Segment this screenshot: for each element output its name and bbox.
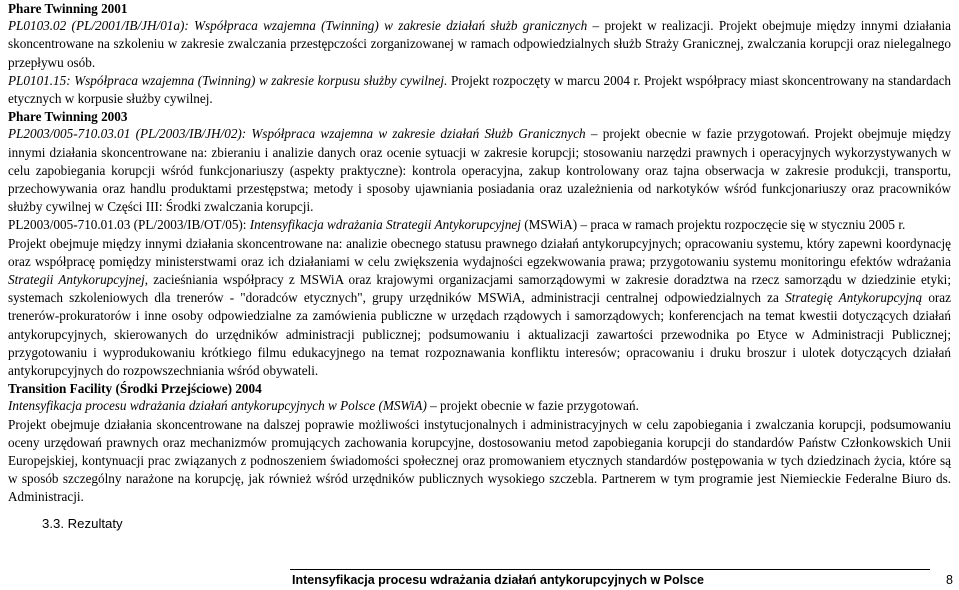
paragraph-text: Projekt rozpoczęty w marcu 2004 r. Projekt współpracy miast skoncentrowany na standardach etycznych w korpusie służby cywilnej. (8, 72, 952, 107)
results-heading: 3.3. Rezultaty (42, 516, 123, 531)
paragraph-text: – projekt obecnie w fazie przygotowań. Projekt obejmuje między innymi działania skoncentrowane na: zbieraniu i analizie danych oraz ocenie sytuacji w zakresie korupcji; stosowaniu narzędzi prawnych i operacyjnych wykorzystywanych w celu zapobiegania korupcji wśród funkcjonariuszy (aspekty praktyczne): kontrola operacyjna, zakup kontrolowany oraz tajna obserwacja w zakresie produkcji, transportu, przechowywania oraz handlu produktami przestępstwa; metody i sposoby ujawniania posiadania oraz uzależnienia od narkotyków wśród funkcjonariuszy oraz pracowników służby cywilnej w Części III: Środki zwalczania korupcji. (8, 126, 952, 215)
emphasis-text: Strategii Antykorupcyjnej (8, 272, 145, 288)
section-heading-phare-2003: Phare Twinning 2003 (8, 109, 128, 125)
paragraph-strategy-details (8, 235, 951, 381)
emphasis-text: Strategię Antykorupcyjną (785, 290, 923, 306)
footer-title: Intensyfikacja procesu wdrażania działań antykorupcyjnych w Polsce (292, 573, 704, 587)
paragraph-text: , zacieśniania współpracy z MSWiA oraz krajowymi organizacjami samorządowymi w zakresie doradztwa na rzecz samorządu w dziedzinie etyki; systemach szkoleniowych dla trenerów - "doradców etycznych", grupy urzędników MSWiA, administracji centralnej odpowiedzialnych za (8, 272, 951, 306)
paragraph-text: Projekt obejmuje między innymi działania skoncentrowane na: analizie obecnego statusu prawnego działań antykorupcyjnych; opracowaniu systemu, który zapewni koordynację oraz współpracę pomiędzy ministerstwami oraz ich działaniami w celu zwiększenia wydajności egzekwowania prawa; przygotowaniu systemu monitoringu efektów wdrażania (8, 235, 951, 269)
paragraph-transition-ref (8, 397, 951, 415)
project-reference: PL2003/005-710.03.01 (PL/2003/IB/JH/02): Współpraca wzajemna w zakresie działań Służb Granicznych (8, 126, 586, 142)
project-reference: PL2003/005-710.01.03 (PL/2003/IB/OT/05): (8, 217, 247, 233)
paragraph-text: (MSWiA) – praca w ramach projektu rozpoczęcie się w styczniu 2005 r. (524, 217, 906, 233)
document-body (8, 0, 951, 507)
footer-divider (290, 569, 930, 570)
project-title: Intensyfikacja wdrażania Strategii Antykorupcyjnej (249, 217, 521, 233)
paragraph-pl0103 (8, 17, 951, 72)
paragraph-text: oraz trenerów-prokuratorów i inne osoby odpowiedzialne za zamówienia publiczne w urzędach rządowych i samorządowych; konferencjach na temat kwestii dotyczących działań antykorupcyjnych, skierowanych do urzędników administracji publicznej; podsumowaniu i aktualizacji zawartości przewodnika po Etyce w Administracji Publicznej; przygotowaniu i wyprodukowaniu krótkiego filmu edukacyjnego na temat rozpoznawania konfliktu interesów; opracowaniu i druku broszur i ulotek dotyczących działań antykorupcyjnych do rozpowszechniania wśród obywateli. (8, 290, 952, 379)
paragraph-pl2003-03 (8, 125, 951, 216)
project-reference: Intensyfikacja procesu wdrażania działań antykorupcyjnych w Polsce (MSWiA) (8, 398, 427, 414)
paragraph-transition-details: Projekt obejmuje działania skoncentrowane na dalszej poprawie możliwości instytucjonalnych i administracyjnych w celu zapobiegania i zwalczania korupcji, podsumowaniu oceny urzędowań prawnych oraz mechanizmów promujących zachowania korupcyjne, dostosowaniu metod zapobiegania korupcji do standardów Państw Członkowskich Unii Europejskiej, kontynuacji prac związanych z podnoszeniem świadomości społecznej oraz promowaniem etycznych standardów postępowania w tych dziedzinach życia, które są w sposób szczególny narażone na korupcję, jak również wśród urzędników publicznych wysokiego szczebla. Partnerem w tym programie jest Niemieckie Federalne Biuro ds. Administracji. (8, 416, 951, 505)
project-reference: PL0101.15: Współpraca wzajemna (Twinning) w zakresie korpusu służby cywilnej. (8, 72, 448, 88)
project-reference: PL0103.02 (PL/2001/IB/JH/01a): Współpraca wzajemna (Twinning) w zakresie działań służb granicznych (8, 18, 588, 34)
section-heading-phare-2001: Phare Twinning 2001 (8, 1, 128, 16)
section-heading-transition-facility: Transition Facility (Środki Przejściowe) 2004 (8, 381, 262, 397)
paragraph-pl0101 (8, 72, 951, 108)
paragraph-text: – projekt w realizacji. Projekt obejmuje między innymi działania skoncentrowane na szkoleniu w zakresie zwalczania przestępczości zorganizowanej w ramach odpowiedzialnych służb Straży Granicznej, zwalczania korupcji oraz nielegalnego przepływu osób. (8, 18, 952, 70)
page-number: 8 (946, 573, 953, 587)
paragraph-text: – projekt obecnie w fazie przygotowań. (430, 398, 639, 414)
paragraph-pl2003-01 (8, 216, 951, 234)
